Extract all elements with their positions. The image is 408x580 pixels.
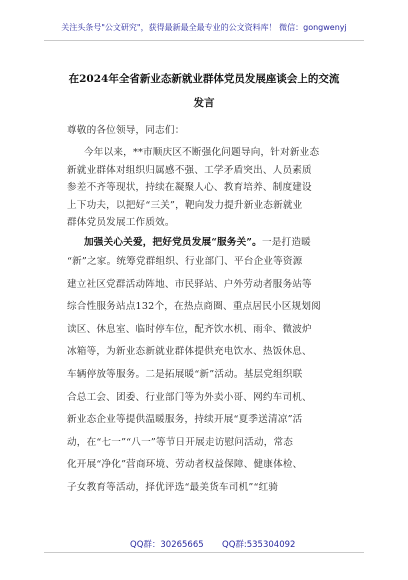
paragraph-2-line: 冰箱等，为新业态新就业群体提供充电饮水、热饭休息、 <box>67 346 312 358</box>
paragraph-2-line: 建立社区党群活动阵地、市民驿站、户外劳动者服务站等 <box>67 278 312 290</box>
paragraph-2-line: 新业态企业等提供温暖服务，持续开展“夏季送清凉”活 <box>67 414 303 426</box>
paragraph-2-line: “新”之家。统筹党群组织、行业部门、平台企业等资源 <box>67 256 303 267</box>
paragraph-1-line: 上下功夫，以把好“三关”，靶向发力提升新业态新就业 <box>67 199 303 211</box>
paragraph-2-line: 动，在“七一”“八一”等节日开展走访慰问活动，常态 <box>67 436 294 448</box>
document-title-line-1: 在2024年全省新业态新就业群体党员发展座谈会上的交流 <box>68 73 340 85</box>
paragraph-1-line: 新就业群体对组织归属感不强、工学矛盾突出、人员素质 <box>67 164 312 176</box>
header-divider <box>44 40 364 41</box>
paragraph-1-line: 群体党员发展工作质效。 <box>67 217 175 228</box>
paragraph-1-line: 参差不齐等现状，持续在凝聚人心、教育培养、制度建设 <box>67 182 312 193</box>
paragraph-2-lead: 加强关心关爱，把好党员发展“服务关”。 <box>84 237 262 248</box>
paragraph-2-line: 综合性服务站点132个，在热点商圈、重点居民小区规划阅 <box>67 301 321 313</box>
salutation: 尊敬的各位领导，同志们： <box>67 125 185 136</box>
paragraph-2-line: 读区、休息室、临时停车位，配齐饮水机、雨伞、微波炉 <box>67 323 312 335</box>
document-title-line-2: 发言 <box>193 97 215 109</box>
footer-qq-group-1: QQ群：30265665 <box>130 540 204 550</box>
footer-divider <box>44 552 364 553</box>
paragraph-2-line: 子女教育等活动，择优评选“最美货车司机”“红骑 <box>67 482 279 493</box>
paragraph-2-first-line <box>84 236 384 249</box>
paragraph-2-line: 化开展“净化”营商环境、劳动者权益保障、健康体检、 <box>67 459 303 471</box>
header-notice: 关注头条号"公文研究"，获得最新最全最专业的公文资料库！ 微信：gongwenyj <box>61 23 347 32</box>
paragraph-2-line: 车辆停放等服务。二是拓展暖“新”活动。基层党组织联 <box>67 369 303 380</box>
footer-qq-group-2: QQ群:535304092 <box>222 540 296 550</box>
paragraph-1-line: 今年以来，**市顺庆区不断强化问题导向，针对新业态 <box>84 147 320 158</box>
paragraph-2-line: 合总工会、团委、行业部门等为外卖小哥、网约车司机、 <box>67 391 312 403</box>
paragraph-2-first-rest: 一是打造暖 <box>261 237 311 248</box>
